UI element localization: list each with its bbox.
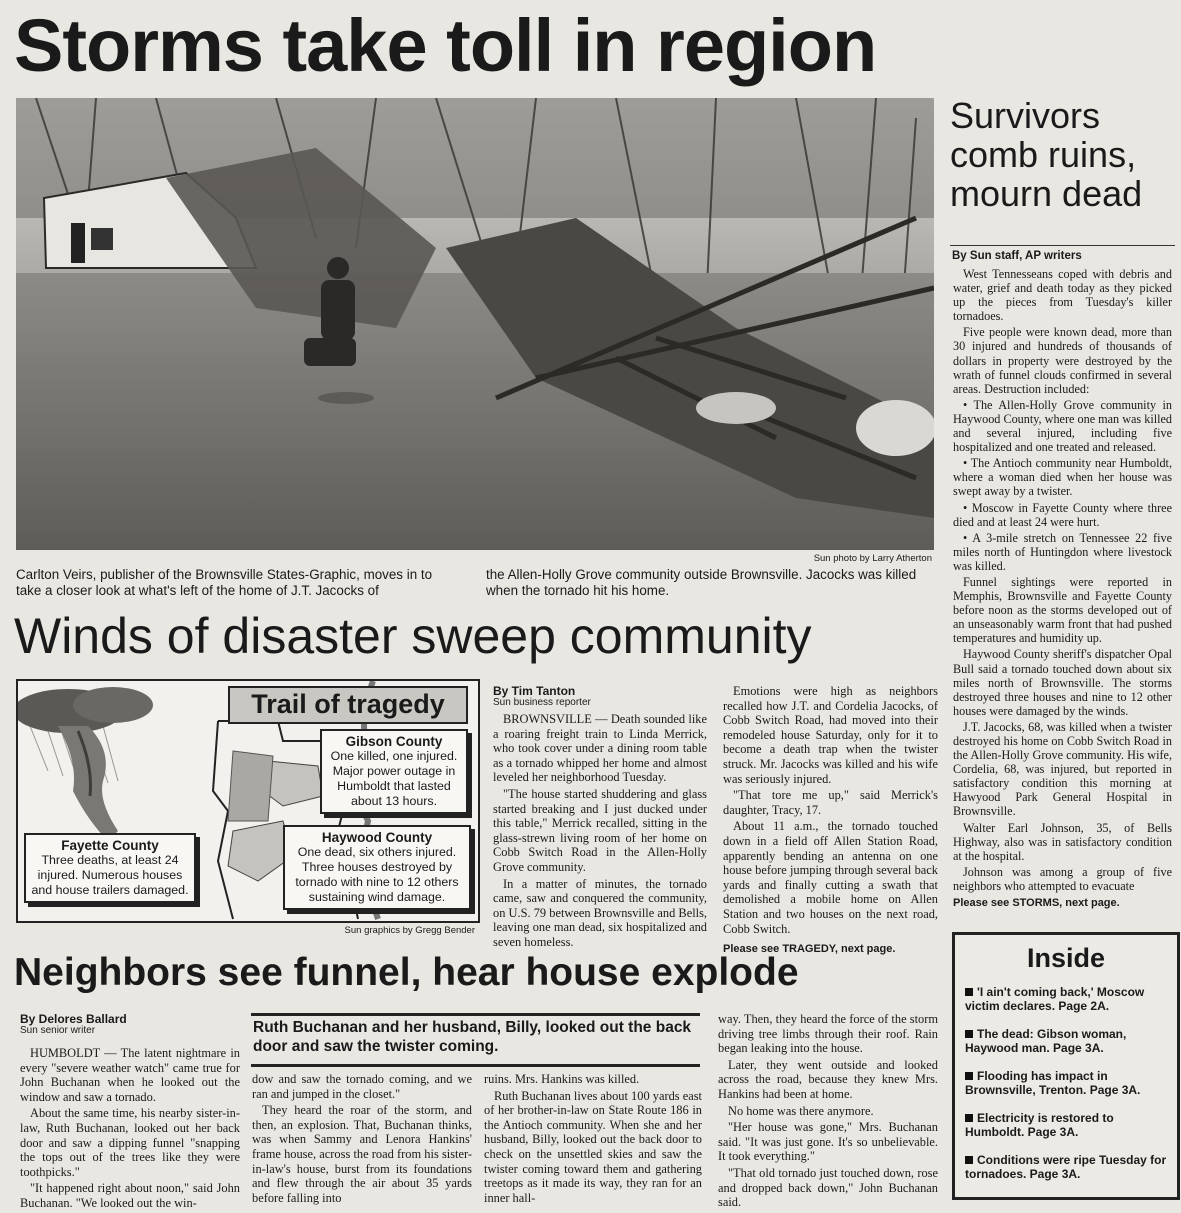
inside-list xyxy=(965,985,1171,1195)
bullet-square-icon xyxy=(965,988,973,996)
photo-caption-col1: Carlton Veirs, publisher of the Brownsville States-Graphic, moves in to take a closer look at what's left of the home of J.T. Jacocks of xyxy=(16,567,433,598)
sidebar-paragraph: Five people were known dead, more than 30 injured and hundreds of thousands of dollars in property were destroyed by the wrath of funnel clouds confirmed in several areas. Destruction included: xyxy=(953,325,1172,396)
tanton-paragraph: BROWNSVILLE — Death sounded like a roaring freight train to Linda Merrick, who took cover under a dining room table as a tornado whipped her home and almost leveled her neighborhood Tuesday. xyxy=(493,712,707,785)
sidebar-paragraph: • The Allen-Holly Grove community in Haywood County, where one man was killed and several injured, including five hospitalized and one treated and released. xyxy=(953,397,1172,455)
tanton-story-col2 xyxy=(723,684,938,957)
ballard-byline: By Delores Ballard xyxy=(20,1012,127,1026)
bullet-square-icon xyxy=(965,1114,973,1122)
ballard-story-col3 xyxy=(484,1072,702,1207)
tornado-damage-photo xyxy=(16,98,934,550)
fayette-county-callout xyxy=(24,833,196,903)
haywood-county-name: Haywood County xyxy=(321,830,433,845)
inside-item[interactable] xyxy=(965,1111,1171,1139)
ballard-story-col4 xyxy=(718,1012,938,1212)
inside-item-text: Flooding has impact in Brownsville, Trenton. Page 3A. xyxy=(965,1069,1141,1097)
tanton-continued-link[interactable]: Please see TRAGEDY, next page. xyxy=(723,943,896,956)
ballard-paragraph: "Her house was gone," Mrs. Buchanan said. "It was just gone. It's so unbelievable. It took everything." xyxy=(718,1120,938,1164)
sidebar-headline: Survivors comb ruins, mourn dead xyxy=(950,95,1143,214)
inside-index-box xyxy=(952,932,1180,1200)
map-title: Trail of tragedy xyxy=(228,686,468,724)
tanton-paragraph: In a matter of minutes, the tornado came, saw and conquered the community, on U.S. 79 between Brownsville and Bells, leaving one man dead, six hospitalized and seven homeless. xyxy=(493,876,707,949)
bullet-square-icon xyxy=(965,1072,973,1080)
tanton-role: Sun business reporter xyxy=(493,697,591,708)
ballard-headline: Neighbors see funnel, hear house explode xyxy=(14,951,799,994)
tanton-paragraph: "The house started shuddering and glass started breaking and I just ducked under this table," Merrick recalled, sitting in the glass-strewn living room of her home on Cobb Switch Road in the Allen-Holly Grove community. xyxy=(493,786,707,874)
ballard-story-col2 xyxy=(252,1072,472,1207)
sidebar-story-body xyxy=(953,267,1172,895)
ballard-paragraph: "It happened right about noon," said John Buchanan. "We looked out the win- xyxy=(20,1181,240,1210)
sidebar-byline: By Sun staff, AP writers xyxy=(952,250,1082,262)
tanton-paragraph: About 11 a.m., the tornado touched down in a field off Allen Station Road, apparently bending an antenna on one house before jumping through several back yards and finally cutting a swath that demolished a mobile home on Allen Station and two houses on the next road, Cobb Switch. xyxy=(723,819,938,936)
main-headline: Storms take toll in region xyxy=(14,4,877,87)
sidebar-paragraph: • Moscow in Fayette County where three died and at least 24 were hurt. xyxy=(953,500,1172,529)
ballard-paragraph: "That old tornado just touched down, rose and dropped back down," John Buchanan said. xyxy=(718,1165,938,1210)
inside-item-text: Electricity is restored to Humboldt. Page 3A. xyxy=(965,1111,1114,1139)
tanton-story-col1 xyxy=(493,712,707,952)
sidebar-paragraph: West Tennesseans coped with debris and water, grief and death today as they picked up the pieces from Tuesday's killer tornadoes. xyxy=(953,267,1172,324)
photo-illustration xyxy=(16,98,934,550)
sidebar-paragraph: Johnson was among a group of five neighbors who attempted to evacuate xyxy=(953,864,1172,893)
inside-item-text: 'I ain't coming back,' Moscow victim declares. Page 2A. xyxy=(965,985,1145,1013)
ballard-paragraph: They heard the roar of the storm, and then, an explosion. That, Buchanan thinks, was when Sammy and Lenora Hankins' frame house, across the road from his sister-in-law's house, burst from its foundations and flew through the air about 35 yards before falling into xyxy=(252,1103,472,1205)
map-credit: Sun graphics by Gregg Bender xyxy=(344,925,475,936)
fayette-county-text: Three deaths, at least 24 injured. Numerous houses and house trailers damaged. xyxy=(31,853,189,897)
inside-title: Inside xyxy=(1026,943,1106,973)
ballard-paragraph: way. Then, they heard the force of the storm driving tree limbs through their roof. Rain began leaking into the house. xyxy=(718,1012,938,1056)
ballard-paragraph: HUMBOLDT — The latent nightmare in every "severe weather watch" came true for John Buchanan when he looked out the window and saw a tornado. xyxy=(20,1046,240,1104)
ballard-paragraph: ruins. Mrs. Hankins was killed. xyxy=(484,1072,640,1086)
photo-credit: Sun photo by Larry Atherton xyxy=(813,553,932,564)
ballard-role: Sun senior writer xyxy=(20,1025,96,1036)
gibson-county-text: One killed, one injured. Major power outage in Humboldt that lasted about 13 hours. xyxy=(330,749,458,808)
inside-item-text: Conditions were ripe Tuesday for tornadoes. Page 3A. xyxy=(965,1153,1167,1181)
haywood-county-text: One dead, six others injured. Three houses destroyed by tornado with nine to 12 others sustaining wind damage. xyxy=(295,845,459,904)
sidebar-paragraph: Funnel sightings were reported in Memphis, Brownsville and Fayette County before noon as the storms developed out of an unseasonably warm front that had pushed temperatures and humidity up. xyxy=(953,574,1172,646)
bullet-square-icon xyxy=(965,1030,973,1038)
pullquote-text: Ruth Buchanan and her husband, Billy, looked out the back door and saw the twister coming. xyxy=(253,1019,692,1055)
inside-item[interactable] xyxy=(965,1027,1171,1055)
inside-item[interactable] xyxy=(965,1069,1171,1097)
sidebar-continued-link[interactable]: Please see STORMS, next page. xyxy=(953,897,1120,909)
ballard-story-col1 xyxy=(20,1046,240,1213)
ballard-paragraph: Later, they went outside and looked across the road, because they knew Mrs. Hankins had been at home. xyxy=(718,1057,938,1101)
ballard-paragraph: About the same time, his nearby sister-in-law, Ruth Buchanan, looked out her back door and saw a dipping funnel "snapping the tops out of the trees like they were toothpicks." xyxy=(20,1106,240,1179)
inside-item[interactable] xyxy=(965,985,1171,1013)
gibson-county-name: Gibson County xyxy=(345,734,443,749)
sidebar-paragraph: Walter Earl Johnson, 35, of Bells Highway, also was in satisfactory condition at the hospital. xyxy=(953,820,1172,863)
section-headline: Winds of disaster sweep community xyxy=(14,608,812,664)
haywood-county-callout xyxy=(283,825,471,910)
trail-of-tragedy-map xyxy=(16,679,480,923)
ballard-paragraph: No home was there anymore. xyxy=(728,1103,874,1118)
sidebar-paragraph: • A 3-mile stretch on Tennessee 22 five miles north of Huntingdon where livestock was killed. xyxy=(953,530,1172,573)
ballard-paragraph: dow and saw the tornado coming, and we ran and jumped in the closet." xyxy=(252,1072,472,1101)
inside-item[interactable] xyxy=(965,1153,1171,1181)
sidebar-paragraph: J.T. Jacocks, 68, was killed when a twister destroyed his home on Cobb Switch Road in the Allen-Holly Grove community. His wife, Cordelia, 68, was injured, but reported in satisfactory condition this morning at Hawyood Park General Hospital in Brownsville. xyxy=(953,719,1172,819)
photo-caption-col2: the Allen-Holly Grove community outside Brownsville. Jacocks was killed when the tornado hit his home. xyxy=(486,567,917,598)
ballard-paragraph: Ruth Buchanan lives about 100 yards east of her brother-in-law on State Route 186 in the Antioch community. When she and her husband, Billy, looked out the back door to check on the unsettled skies and saw the twister coming toward them and gathering treetops as it made its way, they ran for an inner hall- xyxy=(484,1088,702,1205)
gibson-county-callout xyxy=(320,729,468,814)
bullet-square-icon xyxy=(965,1156,973,1164)
tanton-paragraph: "That tore me up," said Merrick's daughter, Tracy, 17. xyxy=(723,788,938,817)
inside-item-text: The dead: Gibson woman, Haywood man. Page 3A. xyxy=(965,1027,1127,1055)
tanton-paragraph: Emotions were high as neighbors recalled how J.T. and Cordelia Jacocks, of Cobb Switch Road, had moved into their remodeled house Saturday, only for it to become a death trap when the twister struck. Mr. Jacocks was killed and his wife was seriously injured. xyxy=(723,684,938,786)
tanton-byline: By Tim Tanton xyxy=(493,684,576,698)
sidebar-paragraph: Haywood County sheriff's dispatcher Opal Bull said a tornado touched down about six miles north of Brownsville. The storms destroyed three houses and nine to 12 other houses were damaged by the winds. xyxy=(953,647,1172,718)
fayette-county-name: Fayette County xyxy=(61,838,159,853)
sidebar-rule xyxy=(950,245,1175,246)
sidebar-paragraph: • The Antioch community near Humboldt, where a woman died when her house was swept away by a twister. xyxy=(953,456,1172,499)
